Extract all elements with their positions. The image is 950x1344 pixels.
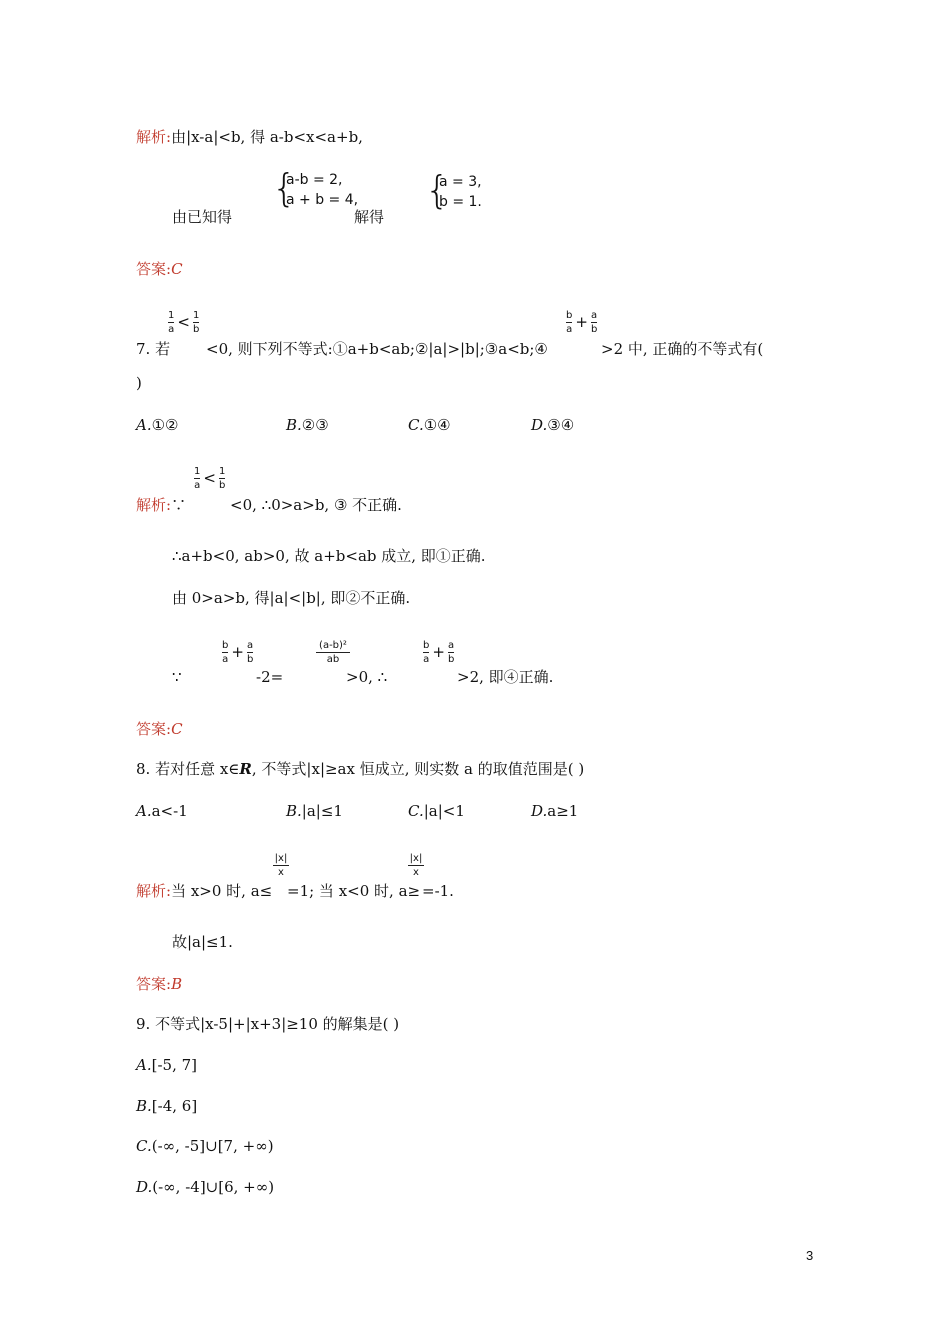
q7-stem-mid: <0, 则下列不等式:①a+b<ab;②|a|>|b|;③a<b;④ xyxy=(206,340,548,358)
q6-sys2-line2: b = 1. xyxy=(439,194,482,210)
q6-jiexi-line xyxy=(136,128,363,146)
q9-option-d: D.(-∞, -4]∪[6, +∞) xyxy=(136,1178,275,1196)
q8-answer: 答案:B xyxy=(136,975,183,993)
q7-jiexi-line1-right: <0, ∴0>a>b, ③ 不正确. xyxy=(230,496,402,514)
q6-sys1-line2: a + b = 4, xyxy=(286,192,359,208)
q6-jiexi-label: 解析: xyxy=(136,128,172,146)
q7-option-a: A.①② xyxy=(136,416,179,434)
q6-answer xyxy=(136,260,183,278)
q8-abs-fraction-1: |x| x xyxy=(274,853,288,878)
q9-stem: 9. 不等式|x-5|+|x+3|≥10 的解集是( ) xyxy=(136,1015,400,1033)
q7-option-d: D.③④ xyxy=(531,416,575,434)
q9-option-b: B.[-4, 6] xyxy=(136,1097,198,1115)
q7-line4-because: ∵ xyxy=(172,668,182,686)
q7-stem-pre: 7. 若 xyxy=(136,340,171,358)
q7-jiexi-fraction: $\frac{1}{a}$ < $\frac{1}{b}$ xyxy=(194,466,226,491)
q6-known-label: 由已知得 xyxy=(172,208,233,226)
q7-line4-mid1: -2= xyxy=(256,668,284,686)
q7-line4-post: >2, 即④正确. xyxy=(457,668,554,686)
q6-system-1: { a-b = 2, a + b = 4, xyxy=(272,166,359,210)
q7-answer: 答案:C xyxy=(136,720,183,738)
q7-line4-square-fraction: (a-b)² ab xyxy=(316,640,350,665)
q7-jiexi-line2: ∴a+b<0, ab>0, 故 a+b<ab 成立, 即①正确. xyxy=(172,547,486,565)
q8-option-d: D.a≥1 xyxy=(531,802,579,820)
q8-jiexi-left: 解析:当 x>0 时, a≤ xyxy=(136,882,273,900)
q8-option-b: B.|a|≤1 xyxy=(286,802,343,820)
q7-line4-sum-2: $\frac{b}{a}$ + $\frac{a}{b}$ xyxy=(423,640,455,665)
q6-jiexi-text: 由|x-a|<b, 得 a-b<x<a+b, xyxy=(171,128,363,146)
q8-jiexi-mid: =1; 当 x<0 时, a≥ xyxy=(287,882,421,900)
q7-stem-post: >2 中, 正确的不等式有( xyxy=(601,340,764,358)
q6-answer-value: C xyxy=(171,260,183,278)
q7-condition-fraction: $\frac{1}{a}$ < $\frac{1}{b}$ xyxy=(168,310,200,335)
q7-jiexi-line3: 由 0>a>b, 得|a|<|b|, 即②不正确. xyxy=(172,589,411,607)
q9-option-a: A.[-5, 7] xyxy=(136,1056,198,1074)
q6-answer-label: 答案: xyxy=(136,260,172,278)
page-number: 3 xyxy=(806,1248,814,1263)
q7-jiexi-label: 解析: xyxy=(136,496,172,514)
q7-option-b: B.②③ xyxy=(286,416,329,434)
q7-jiexi-line1-left: 解析:∵ xyxy=(136,496,187,514)
q8-option-c: C.|a|<1 xyxy=(408,802,465,820)
q8-jiexi-line2: 故|a|≤1. xyxy=(172,933,233,951)
q7-stem-close: ) xyxy=(136,374,142,392)
q7-sum-fraction: $\frac{b}{a}$ + $\frac{a}{b}$ xyxy=(566,310,598,335)
q8-jiexi-post: =-1. xyxy=(422,882,454,900)
q8-stem: 8. 若对任意 x∈R, 不等式|x|≥ax 恒成立, 则实数 a 的取值范围是( ) xyxy=(136,760,585,778)
q7-line4-mid2: >0, ∴ xyxy=(346,668,388,686)
q6-system-2: { a = 3, b = 1. xyxy=(425,168,482,212)
q8-abs-fraction-2: |x| x xyxy=(409,853,423,878)
q6-jiede: 解得 xyxy=(354,208,385,226)
q7-option-c: C.①④ xyxy=(408,416,451,434)
q9-option-c: C.(-∞, -5]∪[7, +∞) xyxy=(136,1137,274,1155)
q6-sys2-line1: a = 3, xyxy=(439,174,482,190)
q7-line4-sum-1: $\frac{b}{a}$ + $\frac{a}{b}$ xyxy=(222,640,254,665)
q8-option-a: A.a<-1 xyxy=(136,802,188,820)
q6-sys1-line1: a-b = 2, xyxy=(286,172,343,188)
